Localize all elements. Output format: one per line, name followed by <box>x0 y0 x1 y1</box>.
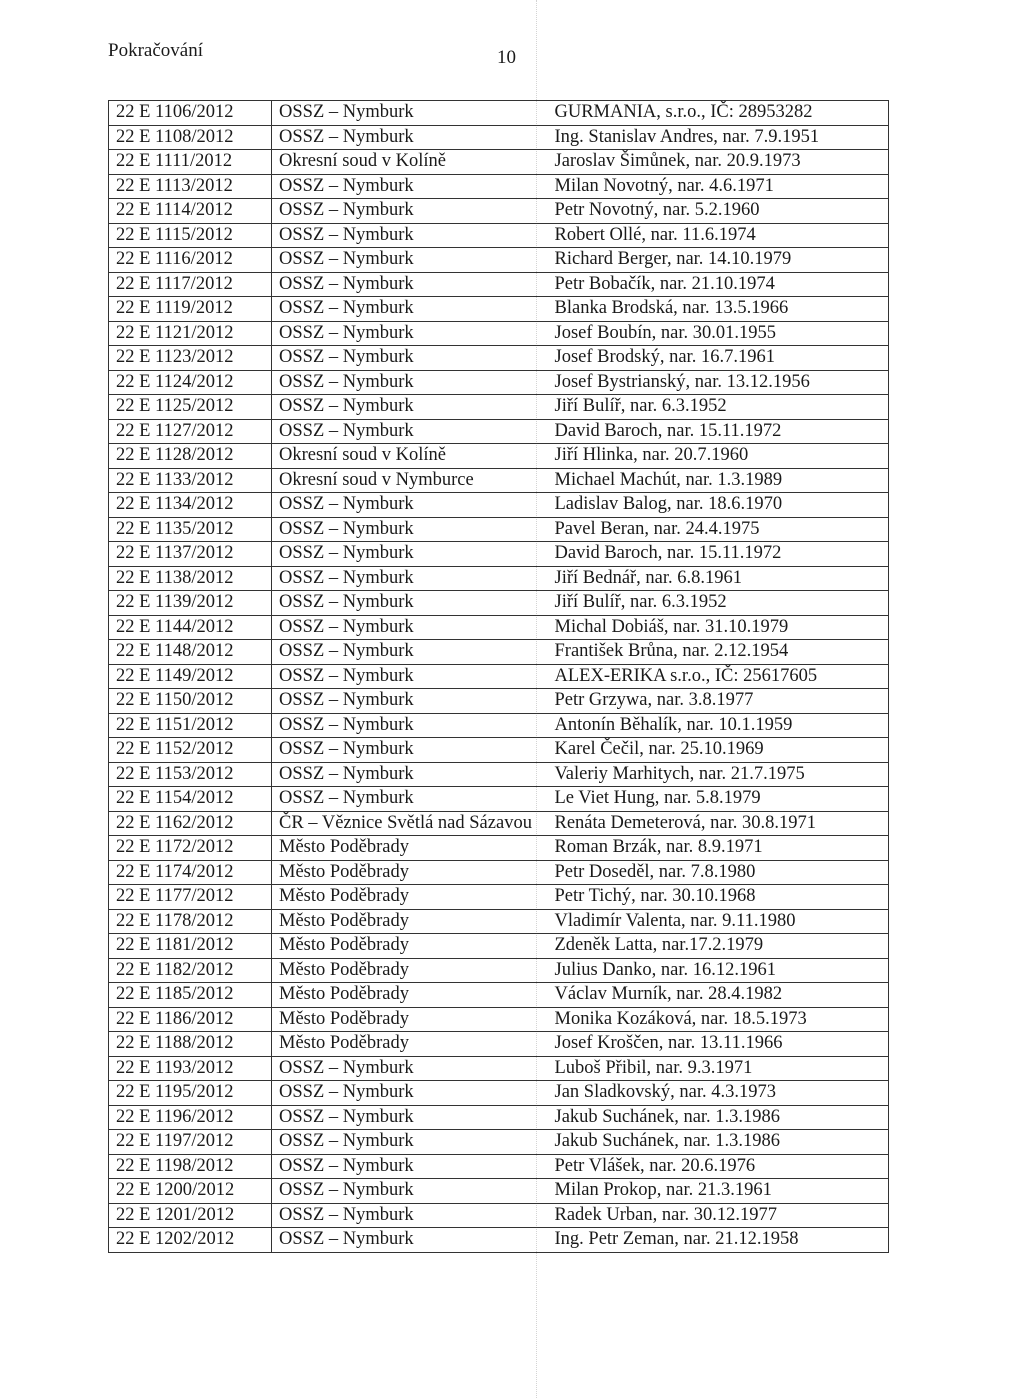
table-row <box>109 444 889 469</box>
party-cell: Richard Berger, nar. 14.10.1979 <box>555 248 889 273</box>
table-row <box>109 1203 889 1228</box>
case-number-cell: 22 E 1197/2012 <box>109 1130 272 1155</box>
party-cell: Josef Kroščen, nar. 13.11.1966 <box>555 1032 889 1057</box>
applicant-cell: OSSZ – Nymburk <box>272 762 555 787</box>
party-cell: Karel Čečil, nar. 25.10.1969 <box>555 738 889 763</box>
applicant-cell: OSSZ – Nymburk <box>272 664 555 689</box>
table-row <box>109 958 889 983</box>
party-cell: Jiří Bulíř, nar. 6.3.1952 <box>555 395 889 420</box>
applicant-cell: OSSZ – Nymburk <box>272 101 555 126</box>
case-number-cell: 22 E 1116/2012 <box>109 248 272 273</box>
party-cell: Jiří Hlinka, nar. 20.7.1960 <box>555 444 889 469</box>
party-cell: Ladislav Balog, nar. 18.6.1970 <box>555 493 889 518</box>
table-row <box>109 419 889 444</box>
applicant-cell: Město Poděbrady <box>272 1032 555 1057</box>
applicant-cell: OSSZ – Nymburk <box>272 1203 555 1228</box>
table-row <box>109 1056 889 1081</box>
case-number-cell: 22 E 1186/2012 <box>109 1007 272 1032</box>
party-cell: Valeriy Marhitych, nar. 21.7.1975 <box>555 762 889 787</box>
applicant-cell: OSSZ – Nymburk <box>272 199 555 224</box>
table-row <box>109 1081 889 1106</box>
table-row <box>109 346 889 371</box>
table-row <box>109 125 889 150</box>
party-cell: Ing. Petr Zeman, nar. 21.12.1958 <box>555 1228 889 1253</box>
table-row <box>109 493 889 518</box>
applicant-cell: OSSZ – Nymburk <box>272 713 555 738</box>
table-row <box>109 689 889 714</box>
applicant-cell: OSSZ – Nymburk <box>272 542 555 567</box>
applicant-cell: OSSZ – Nymburk <box>272 787 555 812</box>
case-number-cell: 22 E 1134/2012 <box>109 493 272 518</box>
table-row <box>109 566 889 591</box>
applicant-cell: OSSZ – Nymburk <box>272 1154 555 1179</box>
table-row <box>109 934 889 959</box>
party-cell: Blanka Brodská, nar. 13.5.1966 <box>555 297 889 322</box>
party-cell: Petr Novotný, nar. 5.2.1960 <box>555 199 889 224</box>
party-cell: Robert Ollé, nar. 11.6.1974 <box>555 223 889 248</box>
applicant-cell: OSSZ – Nymburk <box>272 493 555 518</box>
applicant-cell: OSSZ – Nymburk <box>272 1228 555 1253</box>
case-number-cell: 22 E 1138/2012 <box>109 566 272 591</box>
party-cell: Václav Murník, nar. 28.4.1982 <box>555 983 889 1008</box>
party-cell: Petr Doseděl, nar. 7.8.1980 <box>555 860 889 885</box>
table-row <box>109 1179 889 1204</box>
case-number-cell: 22 E 1196/2012 <box>109 1105 272 1130</box>
case-number-cell: 22 E 1113/2012 <box>109 174 272 199</box>
table-row <box>109 1032 889 1057</box>
table-row <box>109 762 889 787</box>
applicant-cell: OSSZ – Nymburk <box>272 174 555 199</box>
case-number-cell: 22 E 1151/2012 <box>109 713 272 738</box>
party-cell: Renáta Demeterová, nar. 30.8.1971 <box>555 811 889 836</box>
party-cell: Julius Danko, nar. 16.12.1961 <box>555 958 889 983</box>
table-row <box>109 150 889 175</box>
case-number-cell: 22 E 1152/2012 <box>109 738 272 763</box>
table-row <box>109 1228 889 1253</box>
table-row <box>109 664 889 689</box>
party-cell: Petr Tichý, nar. 30.10.1968 <box>555 885 889 910</box>
case-number-cell: 22 E 1139/2012 <box>109 591 272 616</box>
table-row <box>109 248 889 273</box>
case-number-cell: 22 E 1188/2012 <box>109 1032 272 1057</box>
applicant-cell: OSSZ – Nymburk <box>272 517 555 542</box>
case-number-cell: 22 E 1201/2012 <box>109 1203 272 1228</box>
case-number-cell: 22 E 1124/2012 <box>109 370 272 395</box>
applicant-cell: ČR – Věznice Světlá nad Sázavou <box>272 811 555 836</box>
case-number-cell: 22 E 1133/2012 <box>109 468 272 493</box>
applicant-cell: Město Poděbrady <box>272 983 555 1008</box>
case-number-cell: 22 E 1135/2012 <box>109 517 272 542</box>
applicant-cell: OSSZ – Nymburk <box>272 1105 555 1130</box>
table-row <box>109 101 889 126</box>
case-number-cell: 22 E 1153/2012 <box>109 762 272 787</box>
table-row <box>109 174 889 199</box>
case-number-cell: 22 E 1127/2012 <box>109 419 272 444</box>
party-cell: Zdeněk Latta, nar.17.2.1979 <box>555 934 889 959</box>
applicant-cell: OSSZ – Nymburk <box>272 566 555 591</box>
applicant-cell: OSSZ – Nymburk <box>272 419 555 444</box>
table-row <box>109 517 889 542</box>
applicant-cell: OSSZ – Nymburk <box>272 1081 555 1106</box>
party-cell: Luboš Přibil, nar. 9.3.1971 <box>555 1056 889 1081</box>
party-cell: Jaroslav Šimůnek, nar. 20.9.1973 <box>555 150 889 175</box>
case-number-cell: 22 E 1177/2012 <box>109 885 272 910</box>
case-number-cell: 22 E 1182/2012 <box>109 958 272 983</box>
case-number-cell: 22 E 1185/2012 <box>109 983 272 1008</box>
applicant-cell: OSSZ – Nymburk <box>272 591 555 616</box>
table-row <box>109 1154 889 1179</box>
case-table <box>108 100 889 1253</box>
party-cell: Jiří Bednář, nar. 6.8.1961 <box>555 566 889 591</box>
applicant-cell: Město Poděbrady <box>272 1007 555 1032</box>
party-cell: David Baroch, nar. 15.11.1972 <box>555 542 889 567</box>
case-number-cell: 22 E 1202/2012 <box>109 1228 272 1253</box>
applicant-cell: Město Poděbrady <box>272 958 555 983</box>
party-cell: Pavel Beran, nar. 24.4.1975 <box>555 517 889 542</box>
party-cell: Josef Boubín, nar. 30.01.1955 <box>555 321 889 346</box>
applicant-cell: OSSZ – Nymburk <box>272 297 555 322</box>
applicant-cell: OSSZ – Nymburk <box>272 223 555 248</box>
case-number-cell: 22 E 1115/2012 <box>109 223 272 248</box>
applicant-cell: OSSZ – Nymburk <box>272 321 555 346</box>
case-number-cell: 22 E 1148/2012 <box>109 640 272 665</box>
case-number-cell: 22 E 1119/2012 <box>109 297 272 322</box>
applicant-cell: OSSZ – Nymburk <box>272 395 555 420</box>
party-cell: Josef Bystrianský, nar. 13.12.1956 <box>555 370 889 395</box>
page-number: 10 <box>497 47 516 68</box>
applicant-cell: Město Poděbrady <box>272 909 555 934</box>
party-cell: Antonín Běhalík, nar. 10.1.1959 <box>555 713 889 738</box>
party-cell: Milan Novotný, nar. 4.6.1971 <box>555 174 889 199</box>
party-cell: Milan Prokop, nar. 21.3.1961 <box>555 1179 889 1204</box>
case-number-cell: 22 E 1193/2012 <box>109 1056 272 1081</box>
case-number-cell: 22 E 1111/2012 <box>109 150 272 175</box>
party-cell: Radek Urban, nar. 30.12.1977 <box>555 1203 889 1228</box>
case-number-cell: 22 E 1123/2012 <box>109 346 272 371</box>
case-number-cell: 22 E 1198/2012 <box>109 1154 272 1179</box>
case-number-cell: 22 E 1178/2012 <box>109 909 272 934</box>
case-number-cell: 22 E 1154/2012 <box>109 787 272 812</box>
table-row <box>109 860 889 885</box>
case-number-cell: 22 E 1174/2012 <box>109 860 272 885</box>
table-row <box>109 640 889 665</box>
party-cell: Le Viet Hung, nar. 5.8.1979 <box>555 787 889 812</box>
page-header-title: Pokračování <box>108 40 203 61</box>
table-row <box>109 713 889 738</box>
table-row <box>109 909 889 934</box>
case-number-cell: 22 E 1149/2012 <box>109 664 272 689</box>
applicant-cell: Město Poděbrady <box>272 934 555 959</box>
party-cell: Jakub Suchánek, nar. 1.3.1986 <box>555 1105 889 1130</box>
case-number-cell: 22 E 1144/2012 <box>109 615 272 640</box>
table-row <box>109 321 889 346</box>
party-cell: Monika Kozáková, nar. 18.5.1973 <box>555 1007 889 1032</box>
case-number-cell: 22 E 1128/2012 <box>109 444 272 469</box>
case-number-cell: 22 E 1108/2012 <box>109 125 272 150</box>
applicant-cell: OSSZ – Nymburk <box>272 346 555 371</box>
applicant-cell: Okresní soud v Kolíně <box>272 150 555 175</box>
party-cell: GURMANIA, s.r.o., IČ: 28953282 <box>555 101 889 126</box>
table-row <box>109 468 889 493</box>
applicant-cell: OSSZ – Nymburk <box>272 1056 555 1081</box>
party-cell: Michal Dobiáš, nar. 31.10.1979 <box>555 615 889 640</box>
table-row <box>109 811 889 836</box>
party-cell: ALEX-ERIKA s.r.o., IČ: 25617605 <box>555 664 889 689</box>
case-number-cell: 22 E 1114/2012 <box>109 199 272 224</box>
party-cell: Michael Machút, nar. 1.3.1989 <box>555 468 889 493</box>
table-row <box>109 787 889 812</box>
applicant-cell: OSSZ – Nymburk <box>272 1130 555 1155</box>
applicant-cell: OSSZ – Nymburk <box>272 1179 555 1204</box>
party-cell: David Baroch, nar. 15.11.1972 <box>555 419 889 444</box>
party-cell: Petr Bobačík, nar. 21.10.1974 <box>555 272 889 297</box>
party-cell: František Brůna, nar. 2.12.1954 <box>555 640 889 665</box>
party-cell: Vladimír Valenta, nar. 9.11.1980 <box>555 909 889 934</box>
party-cell: Josef Brodský, nar. 16.7.1961 <box>555 346 889 371</box>
party-cell: Jan Sladkovský, nar. 4.3.1973 <box>555 1081 889 1106</box>
table-row <box>109 591 889 616</box>
table-row <box>109 370 889 395</box>
table-row <box>109 542 889 567</box>
case-number-cell: 22 E 1200/2012 <box>109 1179 272 1204</box>
applicant-cell: OSSZ – Nymburk <box>272 248 555 273</box>
applicant-cell: OSSZ – Nymburk <box>272 272 555 297</box>
party-cell: Jiří Bulíř, nar. 6.3.1952 <box>555 591 889 616</box>
case-number-cell: 22 E 1150/2012 <box>109 689 272 714</box>
applicant-cell: OSSZ – Nymburk <box>272 689 555 714</box>
applicant-cell: Město Poděbrady <box>272 885 555 910</box>
applicant-cell: Okresní soud v Kolíně <box>272 444 555 469</box>
table-row <box>109 1130 889 1155</box>
case-number-cell: 22 E 1106/2012 <box>109 101 272 126</box>
applicant-cell: OSSZ – Nymburk <box>272 640 555 665</box>
case-number-cell: 22 E 1172/2012 <box>109 836 272 861</box>
party-cell: Jakub Suchánek, nar. 1.3.1986 <box>555 1130 889 1155</box>
case-number-cell: 22 E 1137/2012 <box>109 542 272 567</box>
case-number-cell: 22 E 1181/2012 <box>109 934 272 959</box>
table-row <box>109 223 889 248</box>
applicant-cell: OSSZ – Nymburk <box>272 125 555 150</box>
applicant-cell: OSSZ – Nymburk <box>272 370 555 395</box>
applicant-cell: OSSZ – Nymburk <box>272 738 555 763</box>
table-row <box>109 297 889 322</box>
table-row <box>109 738 889 763</box>
case-number-cell: 22 E 1195/2012 <box>109 1081 272 1106</box>
case-table-body <box>109 101 889 1253</box>
case-number-cell: 22 E 1121/2012 <box>109 321 272 346</box>
table-row <box>109 836 889 861</box>
case-number-cell: 22 E 1117/2012 <box>109 272 272 297</box>
applicant-cell: OSSZ – Nymburk <box>272 615 555 640</box>
table-row <box>109 885 889 910</box>
table-row <box>109 272 889 297</box>
case-number-cell: 22 E 1125/2012 <box>109 395 272 420</box>
party-cell: Roman Brzák, nar. 8.9.1971 <box>555 836 889 861</box>
table-row <box>109 1007 889 1032</box>
party-cell: Ing. Stanislav Andres, nar. 7.9.1951 <box>555 125 889 150</box>
applicant-cell: Okresní soud v Nymburce <box>272 468 555 493</box>
applicant-cell: Město Poděbrady <box>272 836 555 861</box>
table-row <box>109 199 889 224</box>
applicant-cell: Město Poděbrady <box>272 860 555 885</box>
party-cell: Petr Grzywa, nar. 3.8.1977 <box>555 689 889 714</box>
case-number-cell: 22 E 1162/2012 <box>109 811 272 836</box>
table-row <box>109 1105 889 1130</box>
party-cell: Petr Vlášek, nar. 20.6.1976 <box>555 1154 889 1179</box>
table-row <box>109 983 889 1008</box>
table-row <box>109 395 889 420</box>
table-row <box>109 615 889 640</box>
